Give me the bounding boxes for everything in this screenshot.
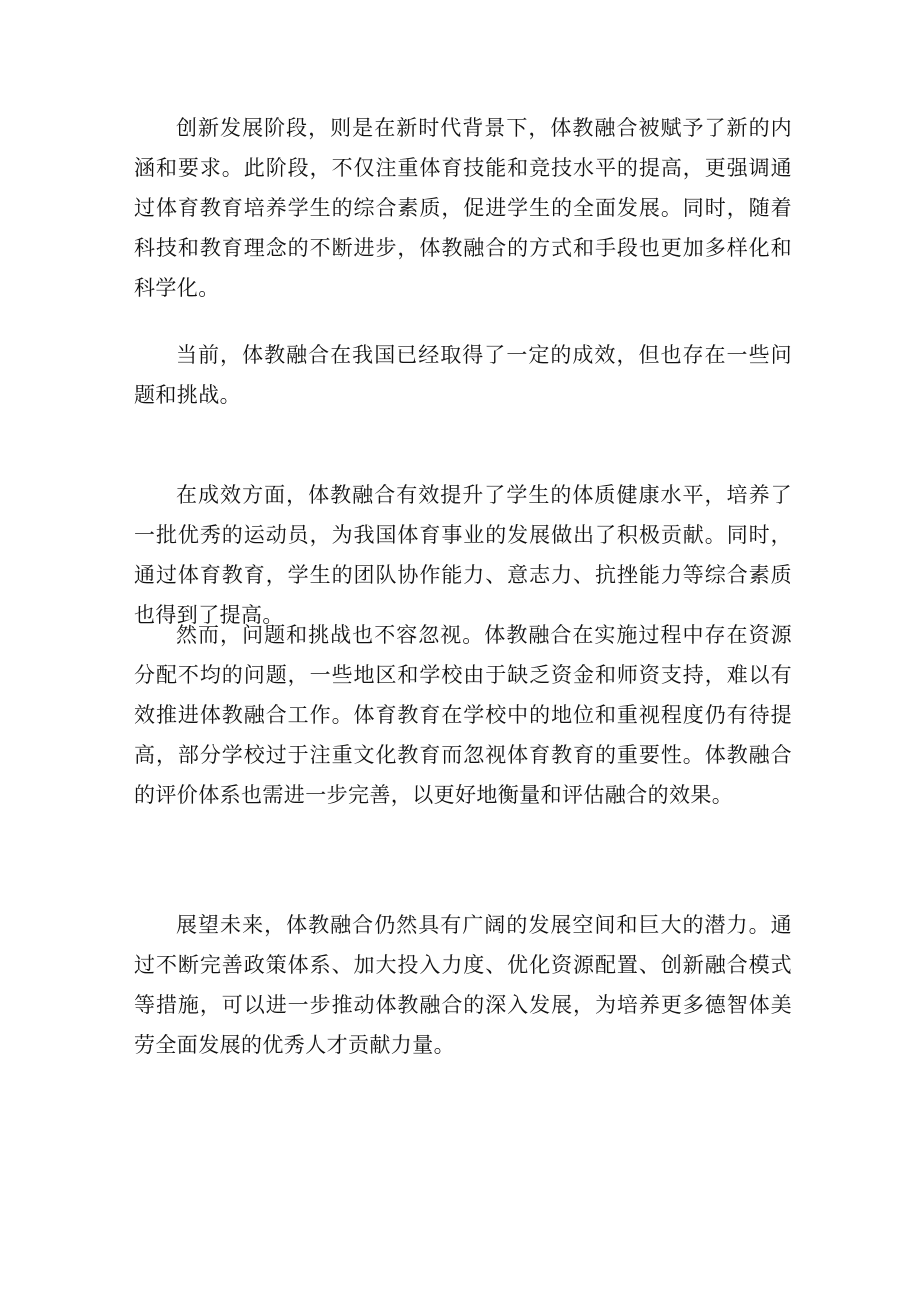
paragraph-innovation-stage: 创新发展阶段，则是在新时代背景下，体教融合被赋予了新的内涵和要求。此阶段，不仅注重体育技能和竞技水平的提高，更强调通过体育教育培养学生的综合素质，促进学生的全面发展。同时，随着科技和教育理念的不断进步，体教融合的方式和手段也更加多样化和科学化。 — [134, 116, 792, 300]
paragraph-future-outlook: 展望未来，体教融合仍然具有广阔的发展空间和巨大的潜力。通过不断完善政策体系、加大投入力度、优化资源配置、创新融合模式等措施，可以进一步推动体教融合的深入发展，为培养更多德智体美劳全面发展的优秀人才贡献力量。 — [134, 913, 792, 1057]
paragraph-problems-challenges: 然而，问题和挑战也不容忽视。体教融合在实施过程中存在资源分配不均的问题，一些地区和学校由于缺乏资金和师资支持，难以有效推进体教融合工作。体育教育在学校中的地位和重视程度仍有待提高，部分学校过于注重文化教育而忽视体育教育的重要性。体教融合的评价体系也需进一步完善，以更好地衡量和评估融合的效果。 — [134, 623, 792, 807]
paragraph-achievements: 在成效方面，体教融合有效提升了学生的体质健康水平，培养了一批优秀的运动员，为我国体育事业的发展做出了积极贡献。同时，通过体育教育，学生的团队协作能力、意志力、抗挫能力等综合素质也得到了提高。 — [134, 483, 792, 627]
paragraph-current-status: 当前，体教融合在我国已经取得了一定的成效，但也存在一些问题和挑战。 — [134, 343, 792, 407]
